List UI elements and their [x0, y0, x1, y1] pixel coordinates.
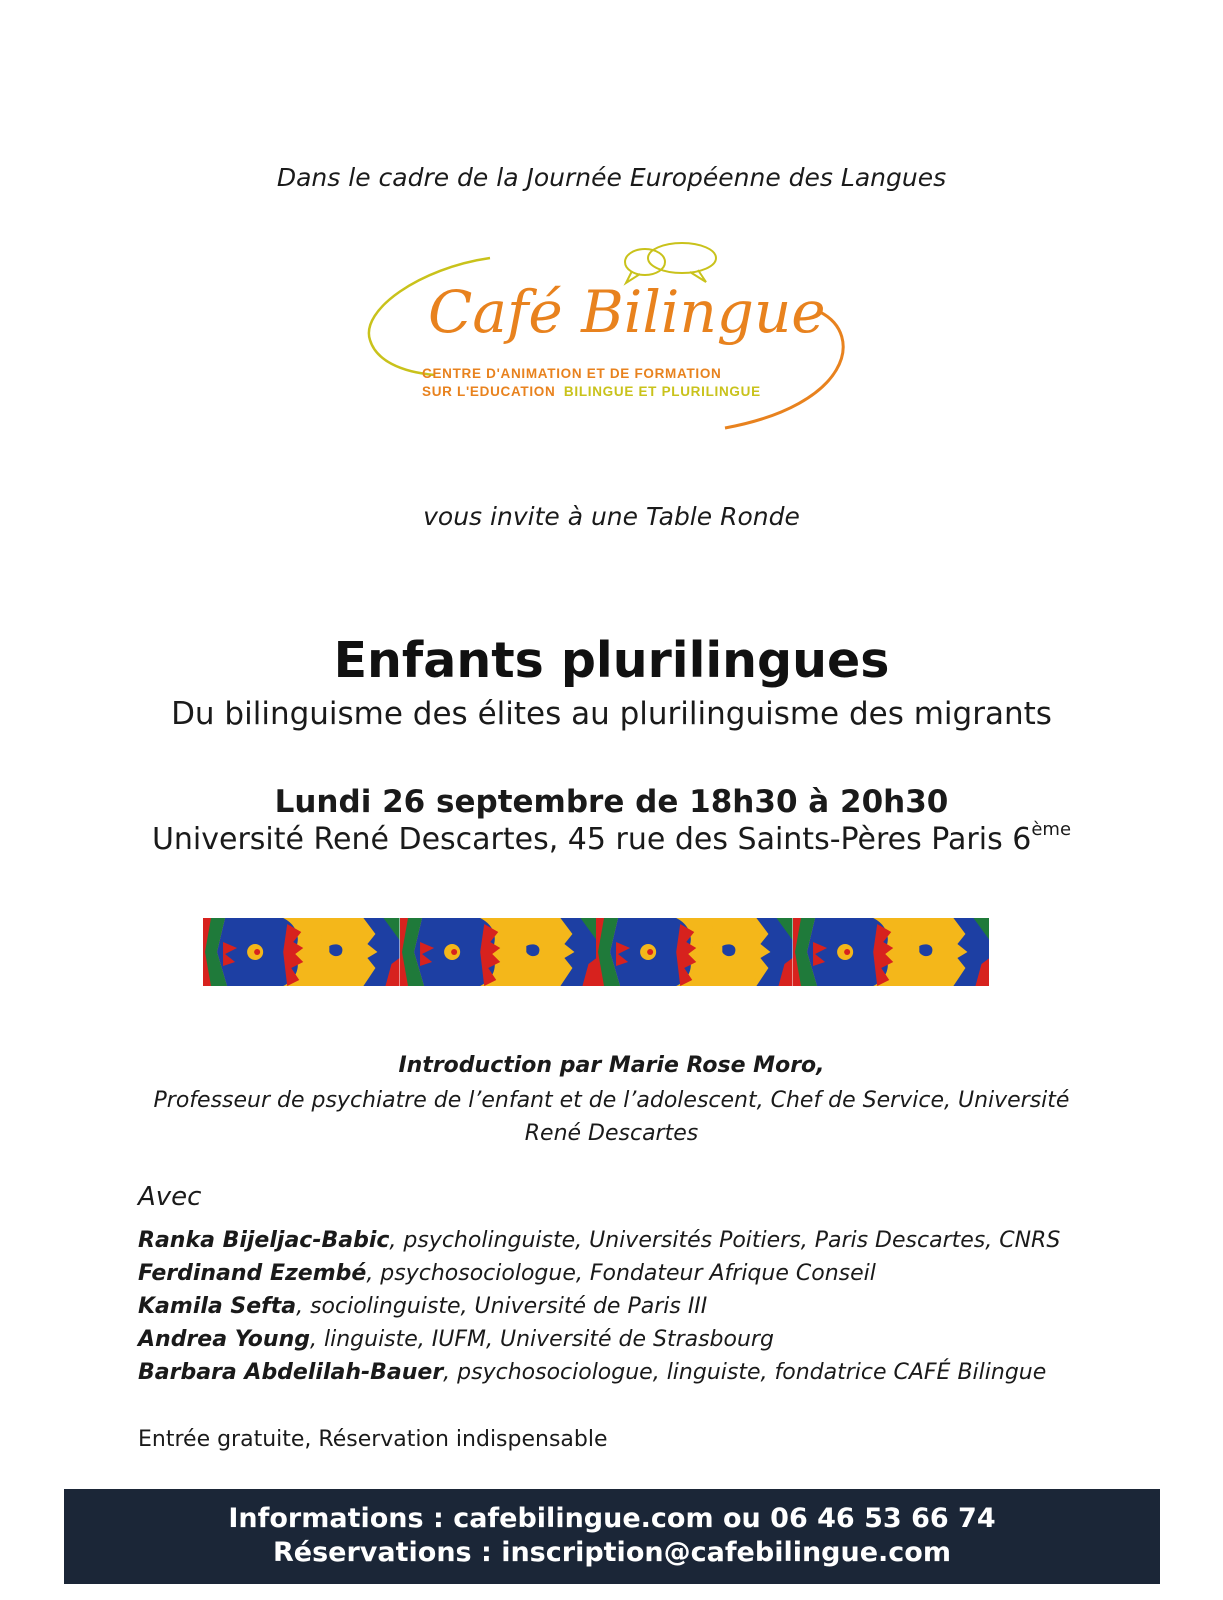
event-title: Enfants plurilingues — [333, 632, 890, 689]
faces-tile — [203, 918, 400, 986]
introduction-description: Professeur de psychiatre de l’enfant et de l’adolescent, Chef de Service, Université René Descartes — [153, 1088, 1070, 1146]
speaker-item — [138, 1356, 1138, 1389]
speech-bubble-icon — [625, 243, 716, 283]
speaker-item — [138, 1224, 1138, 1257]
logo-tagline-line1: CENTRE D'ANIMATION ET DE FORMATION — [422, 366, 722, 381]
faces-tile — [596, 918, 793, 986]
speaker-name: Ranka Bijeljac-Babic — [138, 1228, 390, 1253]
speaker-item — [138, 1323, 1138, 1356]
speaker-item — [138, 1290, 1138, 1323]
context-line: Dans le cadre de la Journée Européenne des Langues — [276, 163, 947, 192]
speaker-role: , linguiste, IUFM, Université de Strasbourg — [310, 1327, 774, 1352]
venue-text: Université René Descartes, 45 rue des Saints-Pères Paris 6 — [151, 822, 1032, 857]
speaker-role: , psycholinguiste, Universités Poitiers, Paris Descartes, CNRS — [389, 1228, 1061, 1253]
footer-reservations: Réservations : inscription@cafebilingue.com — [272, 1537, 951, 1568]
faces-band — [203, 918, 989, 986]
speaker-name: Barbara Abdelilah-Bauer — [138, 1360, 444, 1385]
with-label: Avec — [138, 1182, 202, 1212]
logo-tagline-line2-a: SUR L'EDUCATION — [422, 384, 556, 399]
faces-tile — [400, 918, 597, 986]
speaker-name: Kamila Sefta — [138, 1294, 297, 1319]
speaker-name: Ferdinand Ezembé — [138, 1261, 367, 1286]
speaker-role: , psychosociologue, Fondateur Afrique Conseil — [366, 1261, 876, 1286]
event-venue — [0, 819, 1223, 857]
introduction-label: Introduction par Marie Rose Moro, — [398, 1053, 825, 1078]
info-footer — [64, 1489, 1160, 1584]
logo-name: Café Bilingue — [428, 278, 826, 346]
speaker-item — [138, 1257, 1138, 1290]
speaker-name: Andrea Young — [138, 1327, 310, 1352]
venue-suffix: ème — [1031, 819, 1072, 840]
speaker-list — [138, 1224, 1138, 1389]
event-subtitle: Du bilinguisme des élites au plurilinguisme des migrants — [171, 696, 1052, 732]
logo-tagline-line2-b: BILINGUE ET PLURILINGUE — [563, 384, 761, 399]
speaker-role: , sociolinguiste, Université de Paris III — [296, 1294, 708, 1319]
footer-information: Informations : cafebilingue.com ou 06 46 53 66 74 — [228, 1503, 996, 1534]
entry-note: Entrée gratuite, Réservation indispensable — [138, 1427, 608, 1452]
speaker-role: , psychosociologue, linguiste, fondatrice CAFÉ Bilingue — [443, 1360, 1047, 1385]
faces-tile — [793, 918, 990, 986]
event-datetime: Lundi 26 septembre de 18h30 à 20h30 — [274, 784, 949, 820]
invite-line: vous invite à une Table Ronde — [423, 502, 800, 531]
cafe-bilingue-logo — [360, 240, 860, 440]
logo-tagline-line2 — [422, 384, 761, 399]
